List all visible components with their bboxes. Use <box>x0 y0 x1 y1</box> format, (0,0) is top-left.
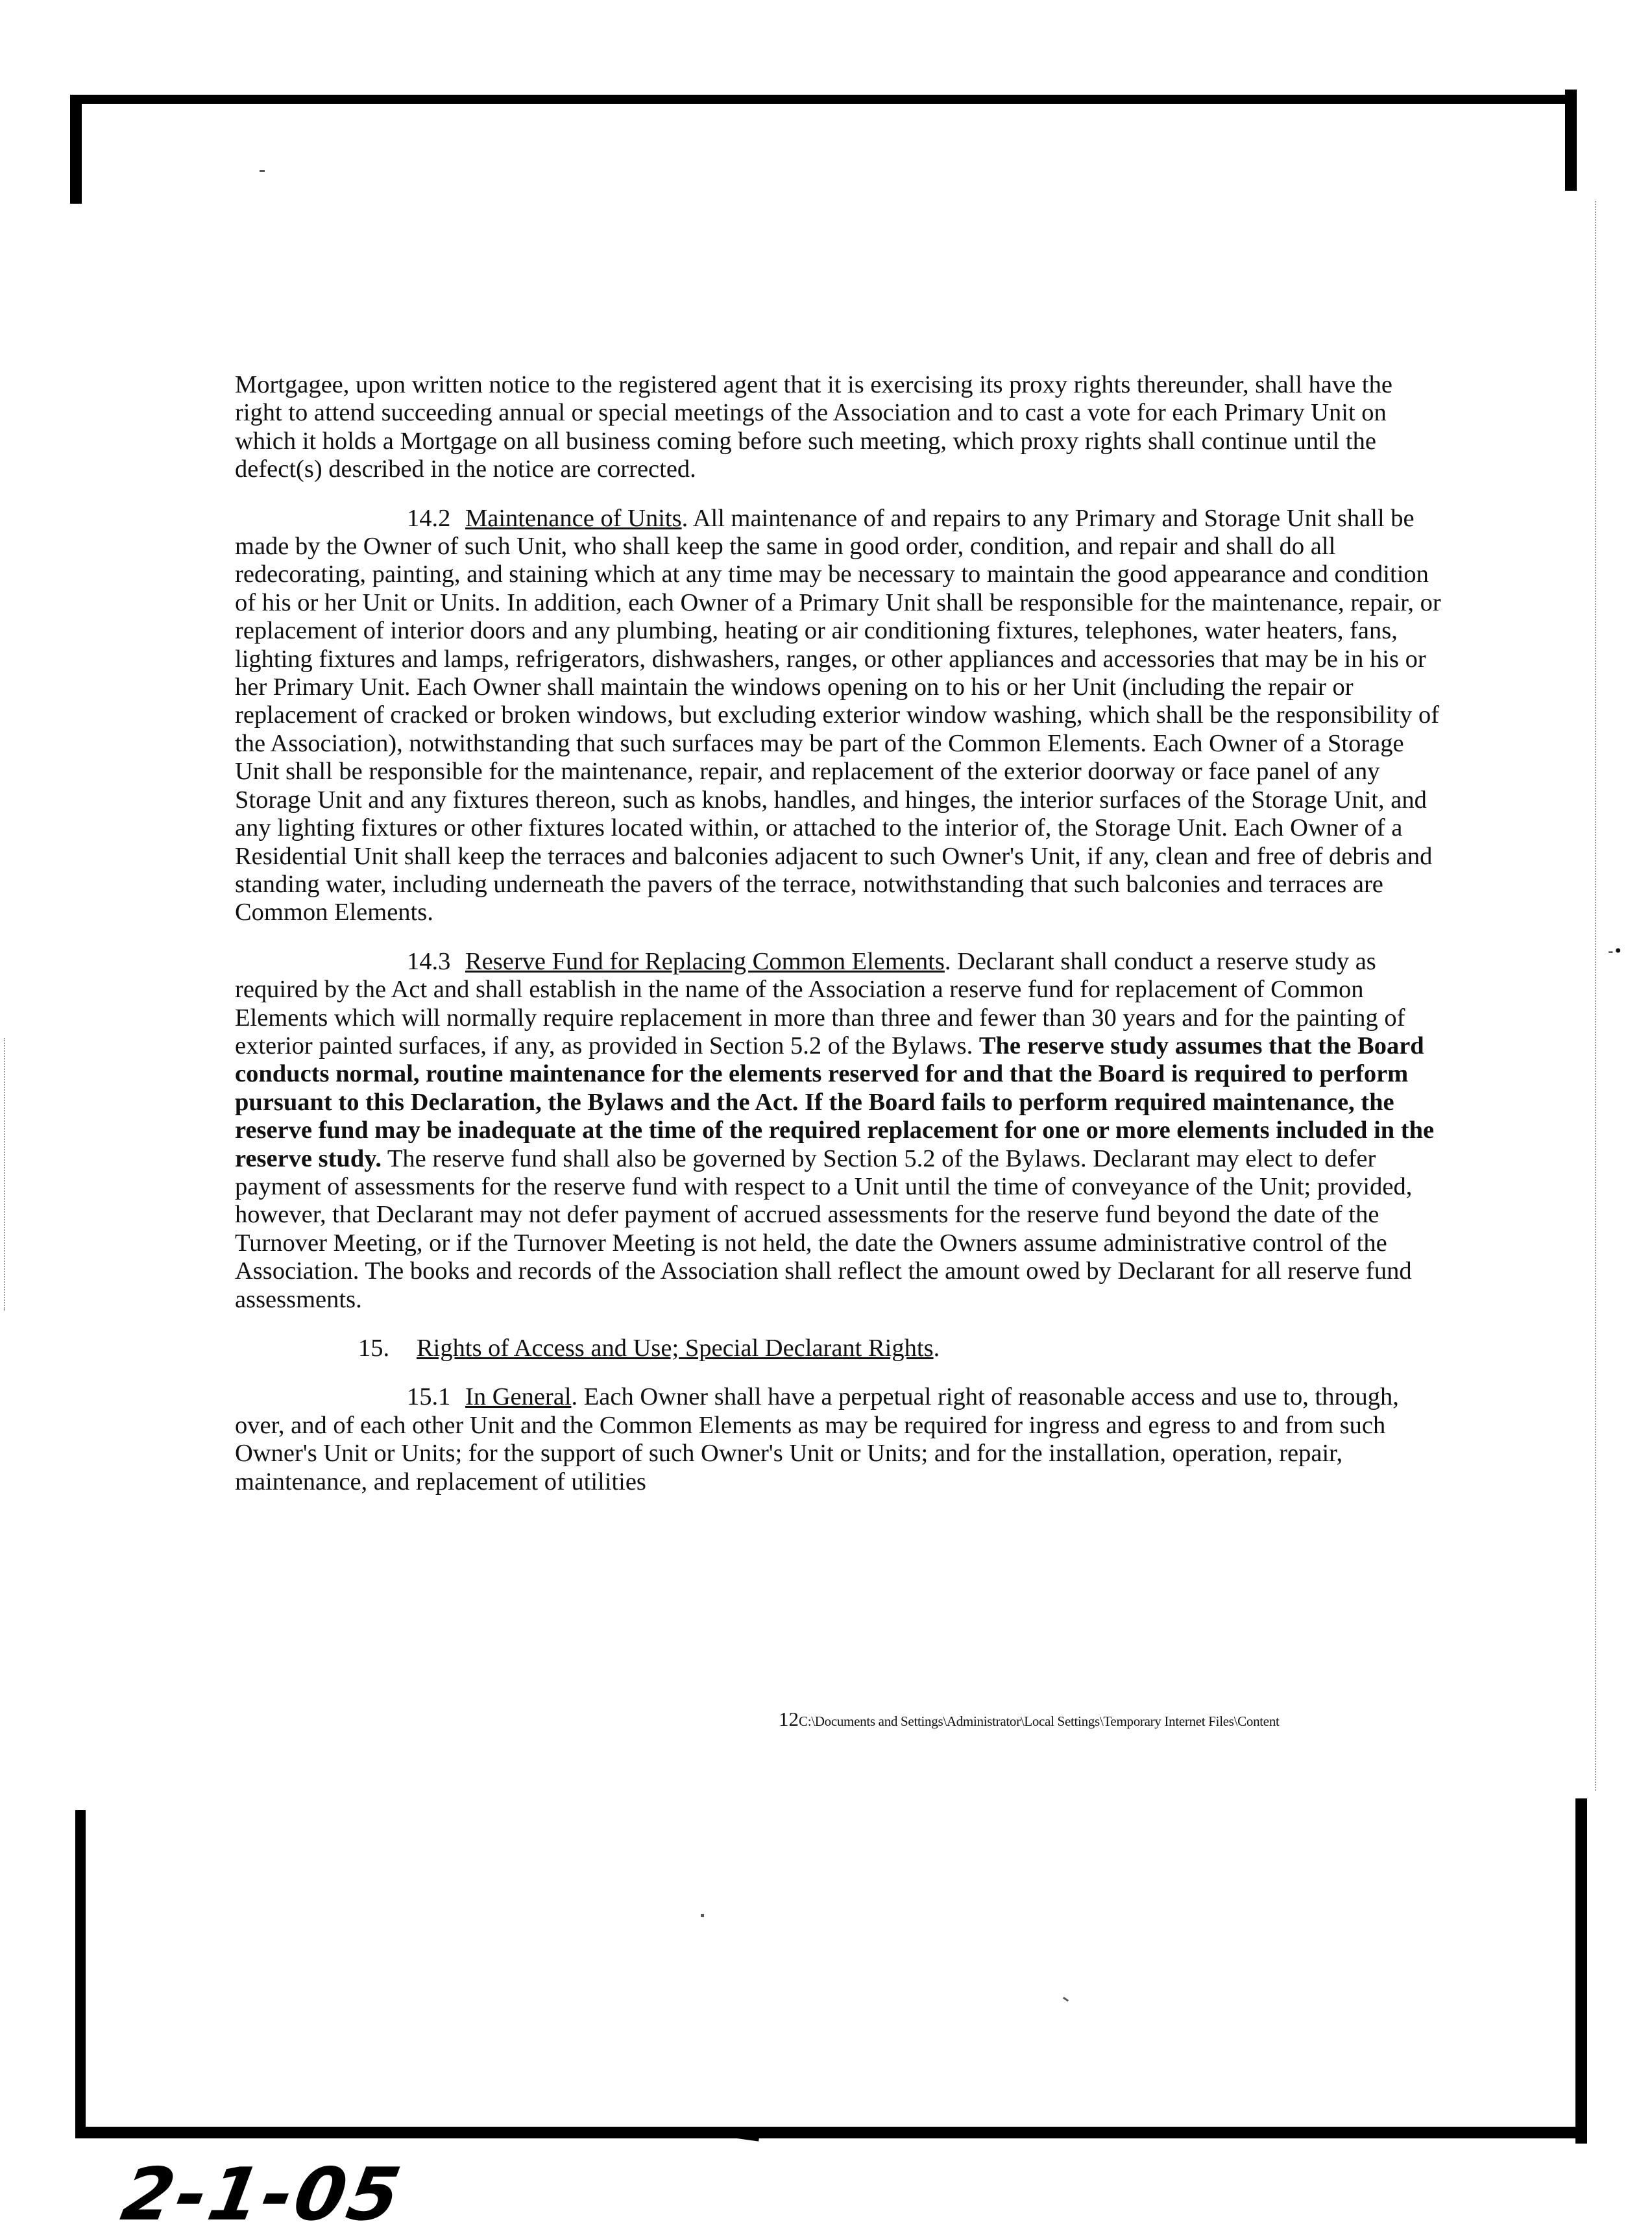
scan-speck <box>1063 1997 1069 2002</box>
section-title: Maintenance of Units <box>465 504 682 532</box>
section-text: . Declarant shall conduct a reserve study as required by the Act and shall establish in the name of the Association a reserve fund for replacement of Common Elements which will normally require replacement in more than three and fewer than 30 years and for the painting of exterior painted surfaces, if any, as provided in Section 5.2 of the Bylaws. <box>235 947 1405 1059</box>
section-15 <box>235 1335 1442 1362</box>
frame-top-right-bar <box>1565 90 1577 191</box>
paragraph-text: Mortgagee, upon written notice to the registered agent that it is exercising its proxy rights thereunder, shall have the right to attend succeeding annual or special meetings of the Association and to cast a vote for each Primary Unit on which it holds a Mortgage on all business coming before such meeting, which proxy rights shall continue until the defect(s) described in the notice are corrected. <box>235 371 1392 483</box>
section-14-3 <box>235 948 1442 1314</box>
frame-bottom-right-bar <box>1575 1798 1587 2144</box>
section-number: 15. <box>358 1335 390 1362</box>
section-title: Reserve Fund for Replacing Common Elements <box>465 947 945 975</box>
section-bold-text: The reserve study assumes that the Board conducts normal, routine maintenance for the elements reserved for and that the Board is required to perform pursuant to this Declaration, the Bylaws and the Act. If the Board fails to perform required maintenance, the reserve fund may be inadequate at the time of the required replacement for one or more elements included in the reserve study. <box>235 1032 1435 1172</box>
page-footer <box>779 1708 1590 1731</box>
frame-top-bar <box>70 95 1577 104</box>
scan-edge-dots <box>1595 201 1596 1791</box>
scan-speck <box>701 1914 704 1917</box>
section-text: . Each Owner shall have a perpetual right of reasonable access and use to, through, over, and of each other Unit and the Common Elements as may be required for ingress and egress to and from such Owner's Unit or Units; for the support of such Owner's Unit or Units; and for the installation, operation, repair, maintenance, and replacement of utilities <box>235 1383 1399 1495</box>
frame-bottom-bar <box>75 2127 1587 2138</box>
section-title-period: . <box>933 1335 940 1362</box>
section-number: 14.2 <box>407 504 451 532</box>
scan-edge-dots-left <box>4 1038 5 1311</box>
section-text: . All maintenance of and repairs to any Primary and Storage Unit shall be made by the Owner of such Unit, who shall keep the same in good order, condition, and repair and shall do all redecorating, painting, and staining which at any time may be necessary to maintain the good appearance and condition of his or her Unit or Units. In addition, each Owner of a Primary Unit shall be responsible for the maintenance, repair, or replacement of interior doors and any plumbing, heating or air conditioning fixtures, telephones, water heaters, fans, lighting fixtures and lamps, refrigerators, dishwashers, ranges, or other appliances and accessories that may be in his or her Primary Unit. Each Owner shall maintain the windows opening on to his or her Unit (including the repair or replacement of cracked or broken windows, but excluding exterior window washing, which shall be the responsibility of the Association), notwithstanding that such surfaces may be part of the Common Elements. Each Owner of a Storage Unit shall be responsible for the maintenance, repair, and replacement of the exterior doorway or face panel of any Storage Unit and any fixtures thereon, such as knobs, handles, and hinges, the interior surfaces of the Storage Unit, and any lighting fixtures or other fixtures located within, or attached to the interior of, the Storage Unit. Each Owner of a Residential Unit shall keep the terraces and balconies adjacent to such Owner's Unit, if any, clean and free of debris and standing water, including underneath the pavers of the terrace, notwithstanding that such balconies and terraces are Common Elements. <box>235 504 1441 926</box>
page-number: 12 <box>779 1708 799 1730</box>
section-15-1 <box>235 1383 1442 1496</box>
paragraph-mortgagee <box>235 371 1442 484</box>
frame-top-left-bar <box>70 95 82 204</box>
section-text: The reserve fund shall also be governed by Section 5.2 of the Bylaws. Declarant may elect to defer payment of assessments for the reserve fund with respect to a Unit until the time of conveyance of the Unit; provided, however, that Declarant may not defer payment of accrued assessments for the reserve fund beyond the date of the Turnover Meeting, or if the Turnover Meeting is not held, the date the Owners assume administrative control of the Association. The books and records of the Association shall reflect the amount owed by Declarant for all reserve fund assessments. <box>235 1144 1413 1313</box>
margin-mark: -• <box>1608 942 1623 960</box>
section-title: In General <box>465 1383 572 1411</box>
scan-speck <box>260 170 265 172</box>
section-number: 14.3 <box>407 947 451 975</box>
section-title: Rights of Access and Use; Special Declarant Rights <box>417 1335 934 1362</box>
handwritten-date: 2-1-05 <box>115 2153 409 2237</box>
document-body <box>235 371 1442 1517</box>
file-path: C:\Documents and Settings\Administrator\Local Settings\Temporary Internet Files\Content <box>799 1713 1280 1729</box>
section-number: 15.1 <box>407 1383 451 1411</box>
section-14-2 <box>235 505 1442 927</box>
frame-bottom-left-bar <box>75 1810 86 2138</box>
